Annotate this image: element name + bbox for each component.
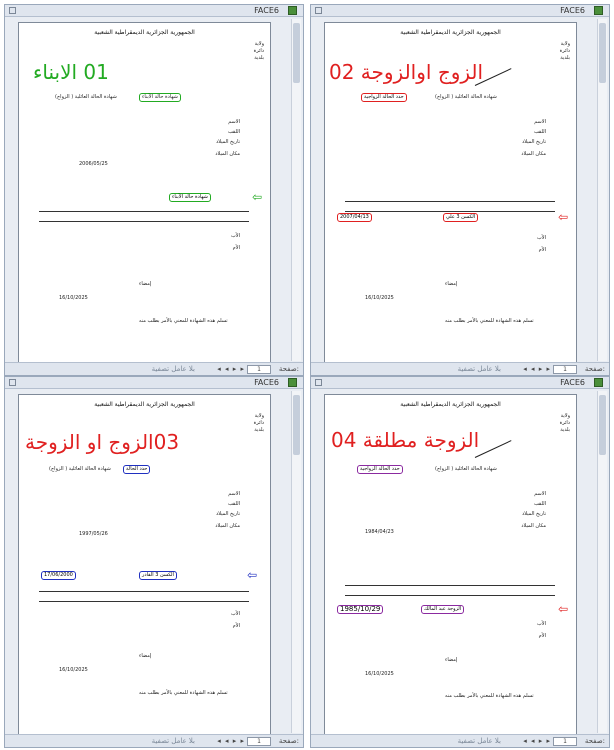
arrow-marker-icon: ⇦ xyxy=(247,568,258,582)
report-page xyxy=(324,22,577,366)
field-father: الأب xyxy=(537,235,546,241)
page-nav-arrows[interactable]: ◂ ◂ ▸ ▸ xyxy=(217,737,245,745)
daira-label: دائرة xyxy=(559,48,570,54)
preview-window-4 xyxy=(310,376,610,748)
field-birthdate: تاريخ الميلاد xyxy=(215,139,240,145)
selected-option-box[interactable]: حدد الحالة xyxy=(123,465,150,474)
footer-note: تسلم هذه الشهادة للمعني بالأمر بطلب منه xyxy=(445,693,534,699)
date-box[interactable]: 2007/04/13 xyxy=(337,213,372,222)
section-title: 03الزوج او الزوجة xyxy=(25,430,180,454)
restore-icon[interactable] xyxy=(9,379,16,386)
divider xyxy=(39,211,249,212)
field-mother: الأم xyxy=(538,633,546,639)
baladia-label: بلدية xyxy=(254,55,264,61)
wilaya-label: ولاية xyxy=(560,413,570,419)
issue-date: 16/10/2025 xyxy=(365,671,394,677)
vertical-scrollbar[interactable] xyxy=(597,391,607,733)
cert-heading: شهادة الحالة العائلية ( الزواج) xyxy=(55,94,117,100)
field-mother: الأم xyxy=(232,623,240,629)
field-name: الاسم xyxy=(228,119,240,125)
baladia-label: بلدية xyxy=(254,427,264,433)
signature-label: إمضاء xyxy=(445,657,458,663)
birth-date-value: 1984/04/23 xyxy=(365,529,394,535)
scroll-thumb[interactable] xyxy=(599,23,606,83)
selected-option-box[interactable]: حدد الحالة الزواجية xyxy=(357,465,403,474)
republic-heading: الجمهورية الجزائرية الديمقراطية الشعبية xyxy=(400,29,501,36)
page-nav-arrows[interactable]: ◂ ◂ ▸ ▸ xyxy=(523,365,551,373)
app-icon xyxy=(594,6,603,15)
filter-status: بلا عامل تصفية xyxy=(151,737,195,745)
birth-date-value: 1997/05/26 xyxy=(79,531,108,537)
field-birthdate: تاريخ الميلاد xyxy=(521,511,546,517)
scroll-thumb[interactable] xyxy=(293,23,300,83)
field-father: الأب xyxy=(231,233,240,239)
field-mother: الأم xyxy=(538,247,546,253)
window-title: FACE6 xyxy=(560,6,585,15)
vertical-scrollbar[interactable] xyxy=(291,391,301,733)
field-birthdate: تاريخ الميلاد xyxy=(215,511,240,517)
cert-heading: شهادة الحالة العائلية ( الزواج) xyxy=(435,466,497,472)
preview-window-3 xyxy=(4,376,304,748)
field-name: الاسم xyxy=(534,119,546,125)
window-title: FACE6 xyxy=(254,6,279,15)
app-icon xyxy=(594,378,603,387)
page-number-input[interactable]: 1 xyxy=(553,737,577,746)
republic-heading: الجمهورية الجزائرية الديمقراطية الشعبية xyxy=(400,401,501,408)
date-box[interactable]: 17/06/2000 xyxy=(41,571,76,580)
footer-note: تسلم هذه الشهادة للمعني بالأمر بطلب منه xyxy=(139,318,228,324)
arrow-marker-icon: ⇦ xyxy=(558,210,569,224)
daira-label: دائرة xyxy=(559,420,570,426)
page-number-input[interactable]: 1 xyxy=(247,365,271,374)
footer-note: تسلم هذه الشهادة للمعني بالأمر بطلب منه xyxy=(445,318,534,324)
cert-heading: شهادة الحالة العائلية ( الزواج) xyxy=(49,466,111,472)
wilaya-label: ولاية xyxy=(560,41,570,47)
restore-icon[interactable] xyxy=(315,7,322,14)
divider xyxy=(39,221,249,222)
vertical-scrollbar[interactable] xyxy=(597,19,607,361)
field-birthplace: مكان الميلاد xyxy=(215,523,240,529)
divider xyxy=(345,585,555,586)
page-label: صفحة: xyxy=(584,737,605,745)
page-label: صفحة: xyxy=(278,365,299,373)
highlight-box[interactable]: شهادة حالة الأبناء xyxy=(169,193,211,202)
field-name: الاسم xyxy=(534,491,546,497)
vertical-scrollbar[interactable] xyxy=(291,19,301,361)
date-box[interactable]: 1985/10/29 xyxy=(337,605,383,614)
section-title: الزوج اوالزوجة 02 xyxy=(329,60,484,84)
cert-heading: شهادة الحالة العائلية ( الزواج) xyxy=(435,94,497,100)
status-bar xyxy=(311,734,609,747)
filter-status: بلا عامل تصفية xyxy=(151,365,195,373)
field-father: الأب xyxy=(537,621,546,627)
signature-label: إمضاء xyxy=(139,653,152,659)
field-surname: اللقب xyxy=(227,501,240,507)
selected-option-box[interactable]: شهادة حالة الأبناء xyxy=(139,93,181,102)
daira-label: دائرة xyxy=(253,420,264,426)
report-page xyxy=(324,394,577,738)
selected-option-box[interactable]: حدد الحالة الزواجية xyxy=(361,93,407,102)
signature-label: إمضاء xyxy=(445,281,458,287)
window-titlebar xyxy=(5,377,303,389)
status-bar xyxy=(5,734,303,747)
page-nav-arrows[interactable]: ◂ ◂ ▸ ▸ xyxy=(523,737,551,745)
divider xyxy=(39,601,249,602)
page-label: صفحة: xyxy=(278,737,299,745)
window-titlebar xyxy=(311,5,609,17)
footer-note: تسلم هذه الشهادة للمعني بالأمر بطلب منه xyxy=(139,690,228,696)
wilaya-label: ولاية xyxy=(254,41,264,47)
field-name: الاسم xyxy=(228,491,240,497)
name-box[interactable]: الزوجة عبد المالك xyxy=(421,605,464,614)
divider xyxy=(345,595,555,596)
field-surname: اللقب xyxy=(533,129,546,135)
filter-status: بلا عامل تصفية xyxy=(457,737,501,745)
preview-window-2 xyxy=(310,4,610,376)
page-nav-arrows[interactable]: ◂ ◂ ▸ ▸ xyxy=(217,365,245,373)
issue-date: 16/10/2025 xyxy=(59,667,88,673)
field-birthplace: مكان الميلاد xyxy=(215,151,240,157)
name-box[interactable]: الكسن 3 علي xyxy=(443,213,478,222)
baladia-label: بلدية xyxy=(560,55,570,61)
scroll-thumb[interactable] xyxy=(599,395,606,455)
section-title: 01 الابناء xyxy=(33,60,109,84)
page-number-input[interactable]: 1 xyxy=(553,365,577,374)
arrow-marker-icon: ⇦ xyxy=(558,602,569,616)
window-titlebar xyxy=(5,5,303,17)
birth-date-value: 2006/05/25 xyxy=(79,161,108,167)
signature-label: إمضاء xyxy=(139,281,152,287)
status-bar xyxy=(311,362,609,375)
app-icon xyxy=(288,378,297,387)
restore-icon[interactable] xyxy=(9,7,16,14)
page-number-input[interactable]: 1 xyxy=(247,737,271,746)
field-surname: اللقب xyxy=(227,129,240,135)
strike-mark xyxy=(475,440,512,458)
section-title: الزوجة مطلقة 04 xyxy=(331,428,480,452)
arrow-marker-icon: ⇦ xyxy=(252,190,263,204)
page-label: صفحة: xyxy=(584,365,605,373)
window-title: FACE6 xyxy=(254,378,279,387)
daira-label: دائرة xyxy=(253,48,264,54)
filter-status: بلا عامل تصفية xyxy=(457,365,501,373)
baladia-label: بلدية xyxy=(560,427,570,433)
window-title: FACE6 xyxy=(560,378,585,387)
field-birthplace: مكان الميلاد xyxy=(521,151,546,157)
status-bar xyxy=(5,362,303,375)
restore-icon[interactable] xyxy=(315,379,322,386)
issue-date: 16/10/2025 xyxy=(365,295,394,301)
scroll-thumb[interactable] xyxy=(293,395,300,455)
divider xyxy=(345,211,555,212)
window-titlebar xyxy=(311,377,609,389)
preview-window-1 xyxy=(4,4,304,376)
divider xyxy=(39,591,249,592)
name-box[interactable]: الكسن 3 القادر xyxy=(139,571,177,580)
issue-date: 16/10/2025 xyxy=(59,295,88,301)
field-father: الأب xyxy=(231,611,240,617)
report-page xyxy=(18,394,271,738)
republic-heading: الجمهورية الجزائرية الديمقراطية الشعبية xyxy=(94,29,195,36)
field-birthdate: تاريخ الميلاد xyxy=(521,139,546,145)
republic-heading: الجمهورية الجزائرية الديمقراطية الشعبية xyxy=(94,401,195,408)
field-birthplace: مكان الميلاد xyxy=(521,523,546,529)
field-surname: اللقب xyxy=(533,501,546,507)
wilaya-label: ولاية xyxy=(254,413,264,419)
divider xyxy=(345,201,555,202)
app-icon xyxy=(288,6,297,15)
field-mother: الأم xyxy=(232,245,240,251)
report-page xyxy=(18,22,271,366)
